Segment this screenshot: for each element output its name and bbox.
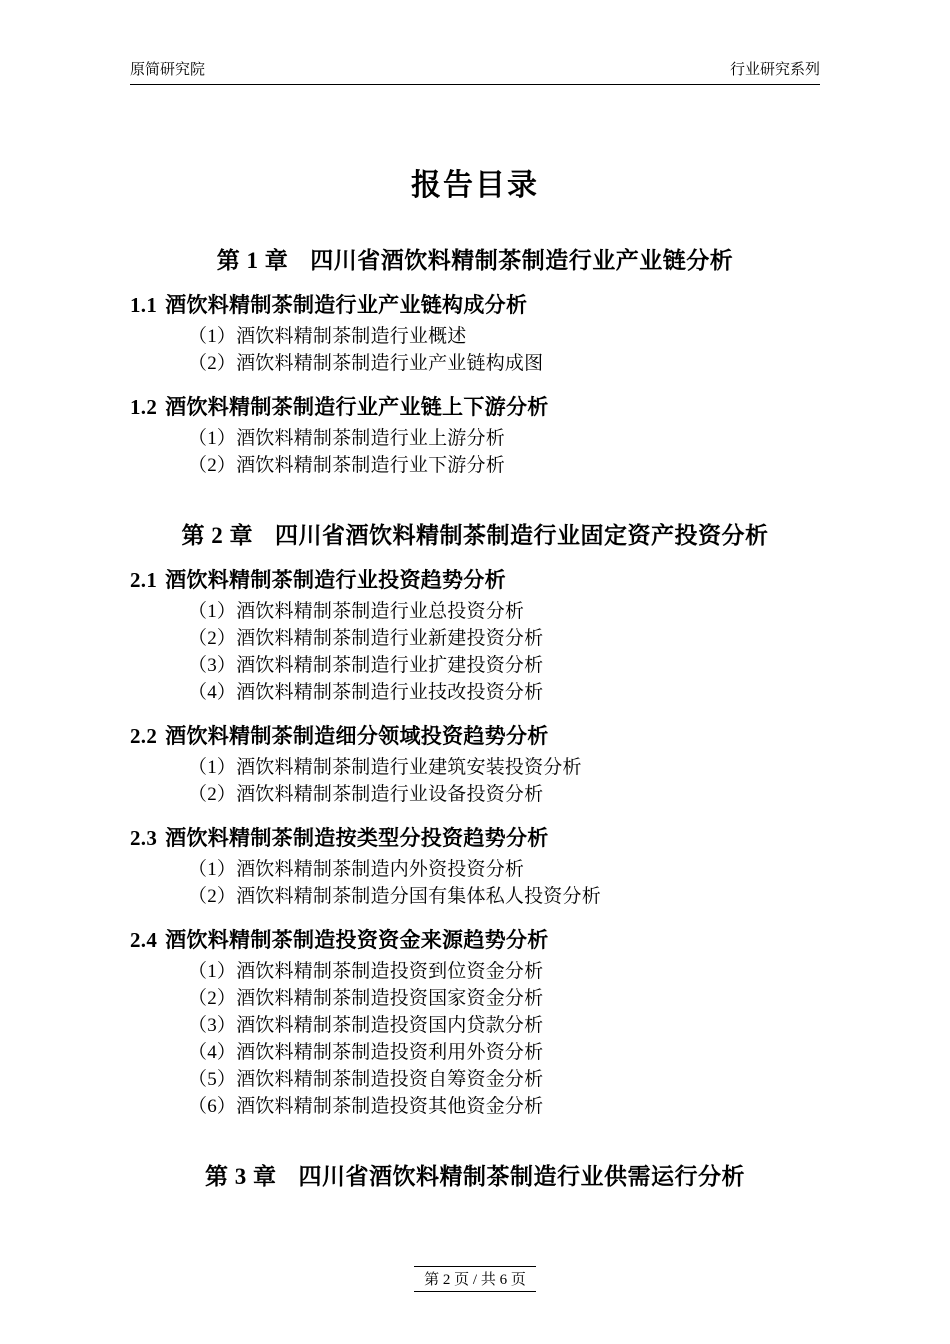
section-item-list xyxy=(130,856,820,910)
section-number: 2.1 xyxy=(130,568,158,592)
chapter-heading xyxy=(130,242,820,275)
section-title: 酒饮料精制茶制造投资资金来源趋势分析 xyxy=(165,928,549,952)
section-heading xyxy=(130,391,820,421)
list-item: （2）酒饮料精制茶制造投资国家资金分析 xyxy=(188,988,544,1009)
section-heading xyxy=(130,564,820,594)
section-number: 1.2 xyxy=(130,395,158,419)
page-number: 第 2 页 / 共 6 页 xyxy=(414,1266,536,1292)
list-item: （4）酒饮料精制茶制造行业技改投资分析 xyxy=(188,682,544,703)
section-item-list xyxy=(130,323,820,377)
section-title: 酒饮料精制茶制造行业投资趋势分析 xyxy=(165,568,506,592)
list-item: （1）酒饮料精制茶制造行业建筑安装投资分析 xyxy=(188,757,582,778)
page-title: 报告目录 xyxy=(411,169,539,202)
chapter-number: 第 1 章 xyxy=(216,248,289,273)
chapter-number: 第 2 章 xyxy=(181,523,253,548)
list-item: （2）酒饮料精制茶制造行业下游分析 xyxy=(188,455,505,476)
section-title: 酒饮料精制茶制造细分领域投资趋势分析 xyxy=(165,724,549,748)
section-number: 1.1 xyxy=(130,293,158,317)
chapter-number: 第 3 章 xyxy=(205,1164,277,1189)
section-item-list xyxy=(130,598,820,706)
section-item-list xyxy=(130,425,820,479)
list-item: （1）酒饮料精制茶制造行业上游分析 xyxy=(188,428,505,449)
list-item: （3）酒饮料精制茶制造行业扩建投资分析 xyxy=(188,655,544,676)
section-item-list xyxy=(130,754,820,808)
section-heading xyxy=(130,289,820,319)
section-heading xyxy=(130,924,820,954)
page-header xyxy=(130,60,820,94)
section-title: 酒饮料精制茶制造行业产业链上下游分析 xyxy=(165,395,549,419)
section-item-list xyxy=(130,958,820,1120)
list-item: （5）酒饮料精制茶制造投资自筹资金分析 xyxy=(188,1069,544,1090)
page-content xyxy=(130,60,820,1274)
chapter-title: 四川省酒饮料精制茶制造行业产业链分析 xyxy=(310,248,734,273)
section-heading xyxy=(130,720,820,750)
list-item: （2）酒饮料精制茶制造行业设备投资分析 xyxy=(188,784,544,805)
list-item: （2）酒饮料精制茶制造行业产业链构成图 xyxy=(188,353,544,374)
chapter-heading xyxy=(130,517,820,550)
section-number: 2.4 xyxy=(130,928,158,952)
chapter-title: 四川省酒饮料精制茶制造行业固定资产投资分析 xyxy=(275,523,769,548)
section-heading xyxy=(130,822,820,852)
list-item: （1）酒饮料精制茶制造行业总投资分析 xyxy=(188,601,525,622)
list-item: （2）酒饮料精制茶制造行业新建投资分析 xyxy=(188,628,544,649)
section-title: 酒饮料精制茶制造行业产业链构成分析 xyxy=(165,293,528,317)
header-divider xyxy=(130,84,820,85)
section-number: 2.2 xyxy=(130,724,158,748)
list-item: （4）酒饮料精制茶制造投资利用外资分析 xyxy=(188,1042,544,1063)
list-item: （6）酒饮料精制茶制造投资其他资金分析 xyxy=(188,1096,544,1117)
table-of-contents xyxy=(130,242,820,1191)
header-row xyxy=(130,60,820,84)
chapter-title: 四川省酒饮料精制茶制造行业供需运行分析 xyxy=(298,1164,745,1189)
header-right-text: 行业研究系列 xyxy=(729,62,820,78)
page-footer xyxy=(0,1266,950,1292)
list-item: （2）酒饮料精制茶制造分国有集体私人投资分析 xyxy=(188,886,601,907)
list-item: （1）酒饮料精制茶制造投资到位资金分析 xyxy=(188,961,544,982)
header-left-text: 原简研究院 xyxy=(130,62,206,78)
section-number: 2.3 xyxy=(130,826,158,850)
list-item: （3）酒饮料精制茶制造投资国内贷款分析 xyxy=(188,1015,544,1036)
chapter-heading xyxy=(130,1158,820,1191)
section-title: 酒饮料精制茶制造按类型分投资趋势分析 xyxy=(165,826,549,850)
list-item: （1）酒饮料精制茶制造内外资投资分析 xyxy=(188,859,525,880)
list-item: （1）酒饮料精制茶制造行业概述 xyxy=(188,326,467,347)
